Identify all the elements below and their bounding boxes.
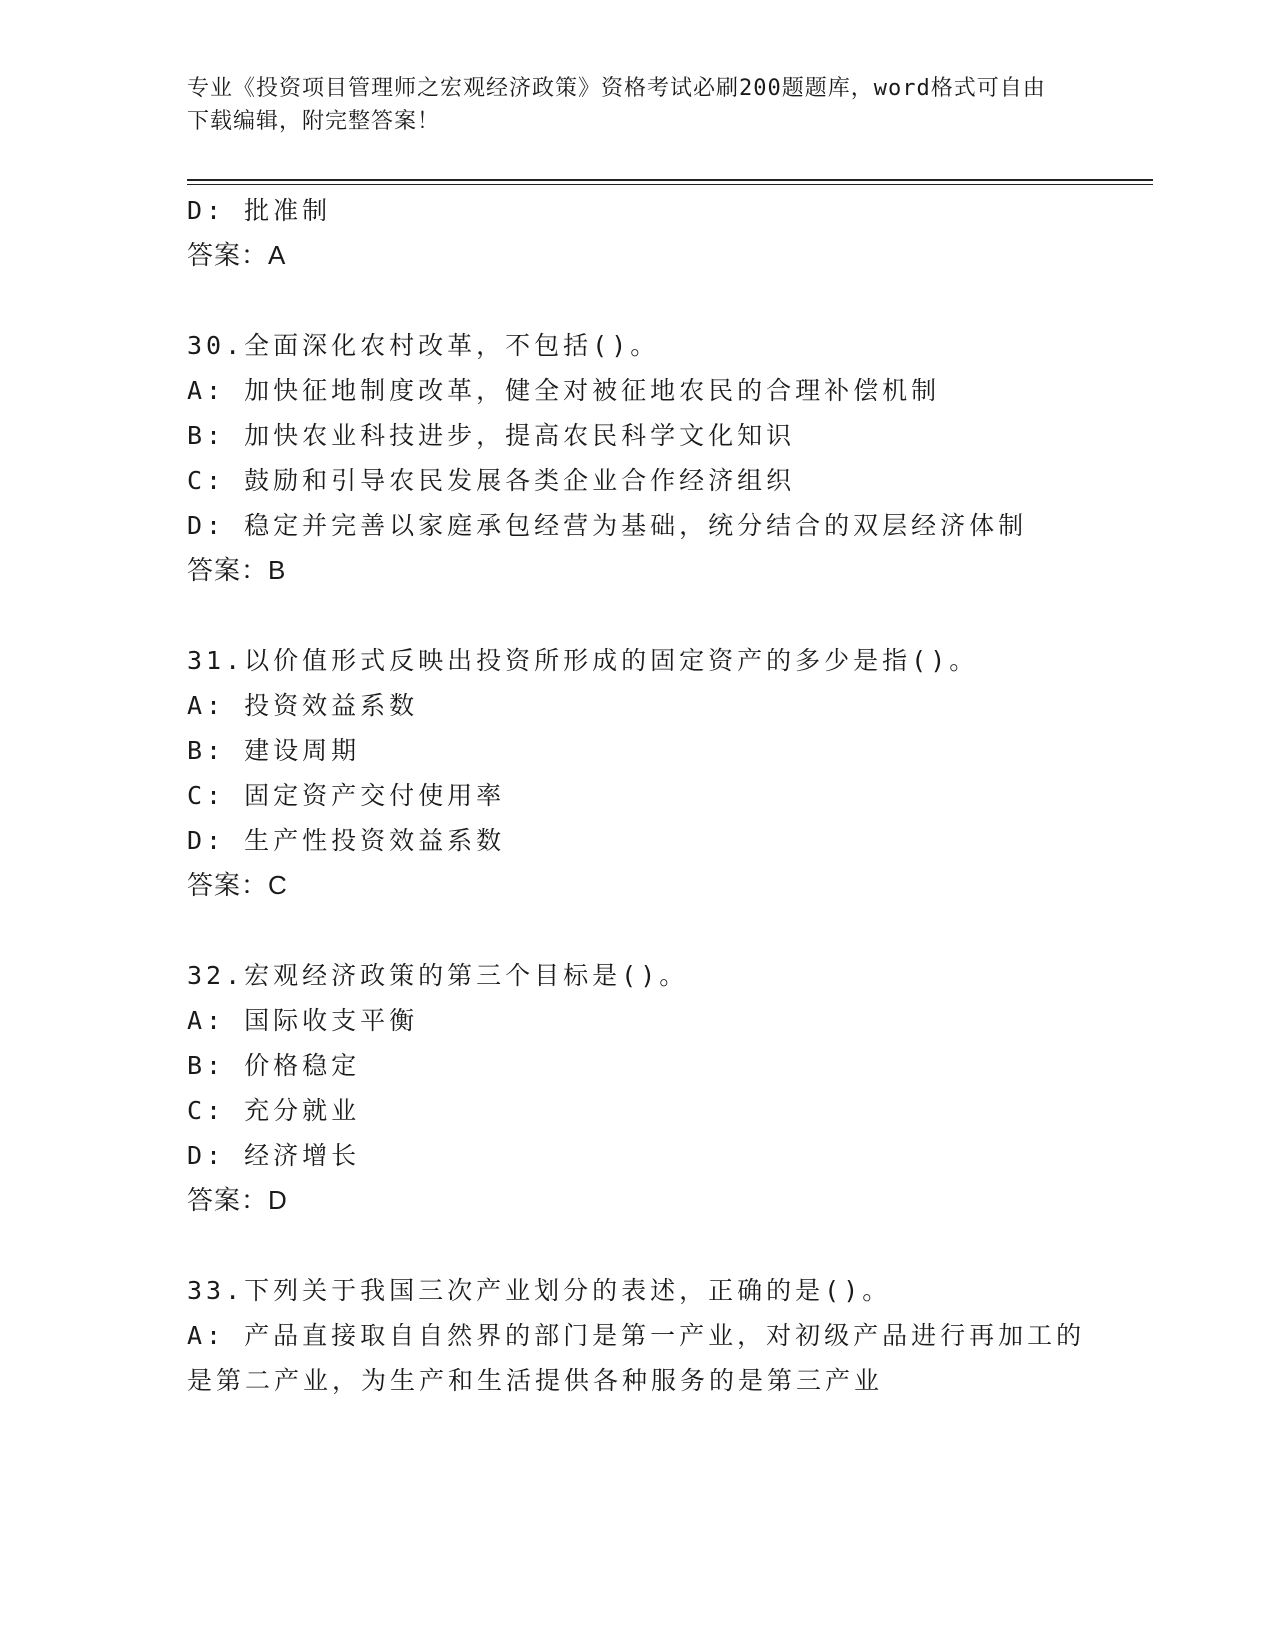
question-block-31 bbox=[187, 638, 1087, 908]
header-rule-thin bbox=[187, 184, 1153, 185]
option-a: A: 产品直接取自自然界的部门是第一产业，对初级产品进行再加工的是第二产业，为生产和生活提供各种服务的是第三产业 bbox=[187, 1321, 1086, 1395]
question-stem: 32.宏观经济政策的第三个目标是()。 bbox=[187, 961, 689, 990]
spacer bbox=[187, 908, 1087, 953]
option-c: C: 充分就业 bbox=[187, 1096, 361, 1125]
option-d: D: 生产性投资效益系数 bbox=[187, 826, 506, 855]
answer: 答案：D bbox=[187, 1185, 288, 1215]
question-stem: 33.下列关于我国三次产业划分的表述，正确的是()。 bbox=[187, 1276, 892, 1305]
question-content bbox=[187, 188, 1087, 1403]
answer: 答案：B bbox=[187, 555, 287, 585]
option-d: D: 经济增长 bbox=[187, 1141, 361, 1170]
spacer bbox=[187, 1223, 1087, 1268]
question-block-33 bbox=[187, 1268, 1087, 1403]
spacer bbox=[187, 278, 1087, 323]
header-rule-thick bbox=[187, 179, 1153, 181]
question-stem: 31.以价值形式反映出投资所形成的固定资产的多少是指()。 bbox=[187, 646, 979, 675]
answer-fragment: 答案：A bbox=[187, 240, 287, 270]
option-a: A: 投资效益系数 bbox=[187, 691, 419, 720]
option-a: A: 国际收支平衡 bbox=[187, 1006, 419, 1035]
option-a: A: 加快征地制度改革，健全对被征地农民的合理补偿机制 bbox=[187, 376, 941, 405]
answer: 答案：C bbox=[187, 870, 288, 900]
spacer bbox=[187, 593, 1087, 638]
option-b: B: 价格稳定 bbox=[187, 1051, 361, 1080]
option-d: D: 稳定并完善以家庭承包经营为基础，统分结合的双层经济体制 bbox=[187, 511, 1028, 540]
document-header: 专业《投资项目管理师之宏观经济政策》资格考试必刷200题题库，word格式可自由下载编辑，附完整答案！ bbox=[187, 76, 1046, 134]
option-b: B: 建设周期 bbox=[187, 736, 361, 765]
option-c: C: 固定资产交付使用率 bbox=[187, 781, 506, 810]
option-b: B: 加快农业科技进步，提高农民科学文化知识 bbox=[187, 421, 796, 450]
option-c: C: 鼓励和引导农民发展各类企业合作经济组织 bbox=[187, 466, 796, 495]
question-block-32 bbox=[187, 953, 1087, 1223]
question-block-30 bbox=[187, 323, 1087, 593]
option-d-fragment: D: 批准制 bbox=[187, 196, 332, 225]
question-stem: 30.全面深化农村改革，不包括()。 bbox=[187, 331, 660, 360]
